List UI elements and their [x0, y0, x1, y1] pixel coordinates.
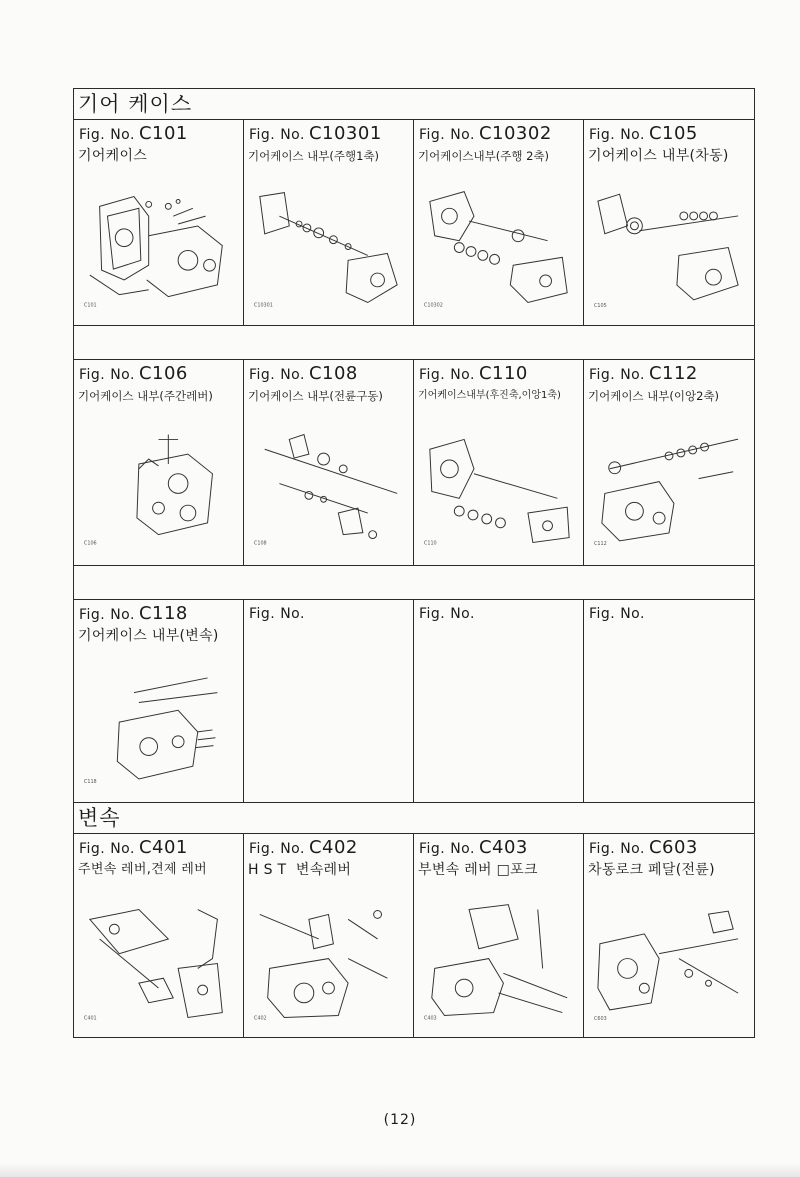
fig-title — [414, 858, 583, 882]
shaft-exploded-icon — [250, 182, 407, 319]
svg-text:C10301: C10301 — [253, 302, 273, 309]
fig-label: Fig. No. — [79, 607, 135, 623]
fig-title: 기어케이스 내부(차동) — [588, 148, 729, 164]
fig-title-suffix: 포크 — [510, 862, 538, 878]
row-divider — [74, 326, 754, 360]
figure-row — [74, 120, 754, 326]
svg-text:C108: C108 — [253, 540, 267, 547]
figure-cell-c402[interactable] — [244, 834, 414, 1037]
svg-text:C101: C101 — [83, 302, 97, 309]
fig-label: Fig. No. — [419, 127, 475, 143]
figure-row — [74, 834, 754, 1038]
figure-cell-c401[interactable] — [74, 834, 244, 1037]
gear-case-exploded-icon — [80, 418, 237, 559]
differential-exploded-icon — [590, 418, 748, 559]
section-title-transmission: 변속 — [74, 803, 754, 834]
pedal-exploded-icon — [590, 896, 748, 1031]
figure-cell-c101[interactable] — [74, 120, 244, 325]
figure-cell-c108[interactable] — [244, 360, 414, 565]
svg-text:C10302: C10302 — [423, 302, 443, 309]
figure-cell-c403[interactable] — [414, 834, 584, 1037]
svg-text:C110: C110 — [423, 540, 437, 547]
fig-code: C401 — [138, 837, 188, 858]
shaft-exploded-icon — [420, 182, 577, 319]
figure-cell-c105[interactable] — [584, 120, 754, 325]
lever-exploded-icon — [420, 896, 577, 1031]
fig-code: C106 — [138, 363, 188, 384]
row-divider — [74, 566, 754, 600]
fig-title: 기어케이스 내부(주행1축) — [248, 149, 380, 163]
fig-label: Fig. No. — [249, 606, 305, 622]
fig-label: Fig. No. — [589, 841, 645, 857]
svg-text:C112: C112 — [593, 540, 607, 547]
fig-code: C603 — [648, 837, 698, 858]
figure-cell-c10302[interactable] — [414, 120, 584, 325]
svg-text:C603: C603 — [593, 1015, 607, 1022]
fig-code: C108 — [308, 363, 358, 384]
checkbox-glyph-icon: □ — [496, 862, 511, 878]
page-edge-shadow — [0, 1163, 800, 1177]
fig-code: C402 — [308, 837, 358, 858]
shaft-exploded-icon — [420, 418, 577, 559]
fig-code: C403 — [478, 837, 528, 858]
fig-title: 기어케이스 내부(이앙2축) — [588, 389, 720, 403]
fig-code: C118 — [138, 603, 188, 624]
fig-title-text: 부변속 레버 — [418, 862, 497, 878]
figure-cell-c118[interactable] — [74, 600, 244, 802]
fig-title: 기어케이스 내부(주간레버) — [78, 389, 213, 403]
figure-cell-c110[interactable] — [414, 360, 584, 565]
figure-row — [74, 360, 754, 566]
fig-label: Fig. No. — [589, 367, 645, 383]
fig-label: Fig. No. — [79, 367, 135, 383]
figure-cell-empty — [244, 600, 414, 802]
fig-title: 기어케이스내부(후진축,이앙1축) — [418, 390, 561, 401]
svg-text:C105: C105 — [593, 302, 607, 309]
differential-exploded-icon — [590, 182, 748, 319]
figure-cell-empty — [414, 600, 584, 802]
fig-code: C101 — [138, 123, 188, 144]
fig-label: Fig. No. — [249, 841, 305, 857]
fig-title: 기어케이스내부(주행 2축) — [418, 149, 550, 163]
fig-label: Fig. No. — [419, 841, 475, 857]
fig-code: C112 — [648, 363, 698, 384]
fig-title: 차동로크 페달(전륜) — [588, 862, 715, 878]
fig-code: C105 — [648, 123, 698, 144]
lever-exploded-icon — [80, 896, 237, 1031]
fig-code: C10301 — [308, 123, 382, 144]
fig-label: Fig. No. — [249, 127, 305, 143]
gear-case-exploded-icon — [80, 182, 237, 319]
fig-code: C110 — [478, 363, 528, 384]
svg-text:C401: C401 — [83, 1015, 97, 1022]
svg-text:C403: C403 — [423, 1015, 437, 1022]
figure-cell-c106[interactable] — [74, 360, 244, 565]
svg-text:C106: C106 — [83, 540, 97, 547]
section-title-gear-case: 기어 케이스 — [74, 89, 754, 120]
lever-exploded-icon — [250, 896, 407, 1031]
fig-label: Fig. No. — [249, 367, 305, 383]
fig-title: 기어케이스 내부(변속) — [78, 628, 219, 644]
figure-cell-c603[interactable] — [584, 834, 754, 1037]
fig-title: 기어케이스 내부(전륜구동) — [248, 389, 383, 403]
fig-code: C10302 — [478, 123, 552, 144]
gear-case-exploded-icon — [80, 658, 237, 796]
figure-cell-c112[interactable] — [584, 360, 754, 565]
fig-label: Fig. No. — [79, 841, 135, 857]
svg-text:C402: C402 — [253, 1015, 267, 1022]
fig-label: Fig. No. — [589, 606, 645, 622]
fig-title: 기어케이스 — [78, 148, 148, 164]
fig-label: Fig. No. — [589, 127, 645, 143]
fig-title: H S T 변속레버 — [248, 862, 352, 878]
shaft-exploded-icon — [250, 418, 407, 559]
catalog-index-table — [73, 88, 755, 1038]
fig-label: Fig. No. — [419, 606, 475, 622]
fig-title: 주변속 레버,견제 레버 — [78, 862, 208, 877]
svg-text:C118: C118 — [83, 778, 97, 785]
figure-cell-empty — [584, 600, 754, 802]
fig-label: Fig. No. — [419, 367, 475, 383]
figure-cell-c10301[interactable] — [244, 120, 414, 325]
fig-label: Fig. No. — [79, 127, 135, 143]
page-number: (12) — [383, 1112, 417, 1128]
figure-row — [74, 600, 754, 803]
